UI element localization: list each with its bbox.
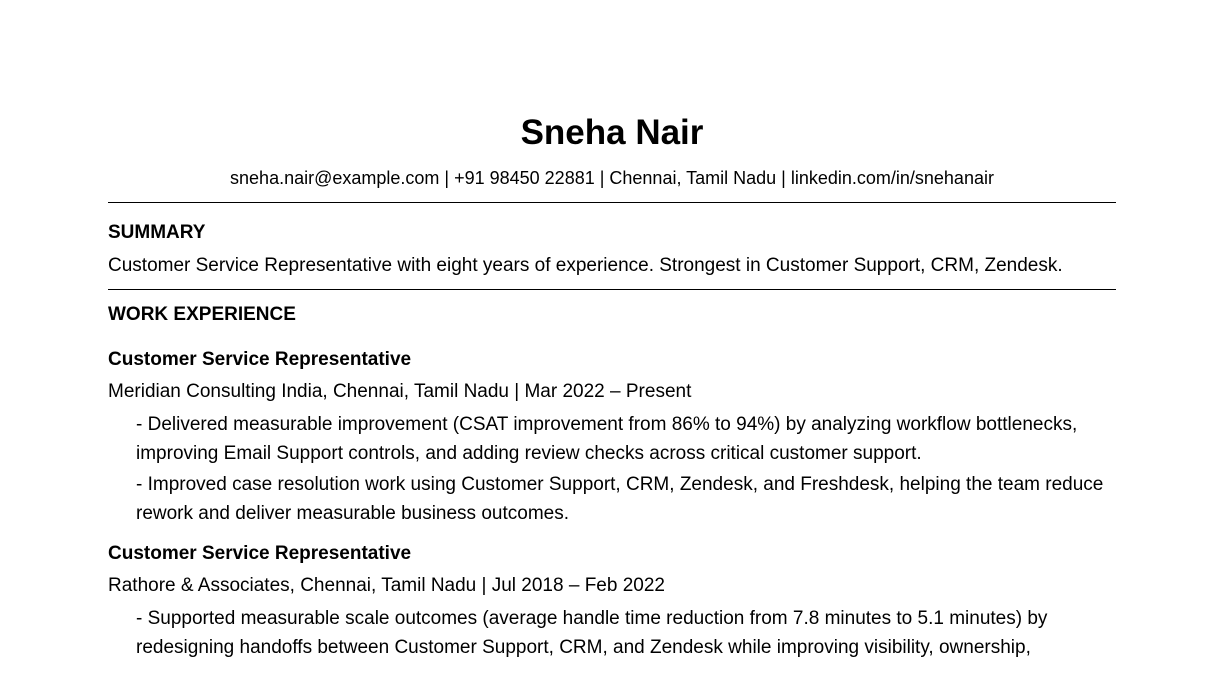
summary-heading: SUMMARY <box>108 222 206 243</box>
work-experience-heading: WORK EXPERIENCE <box>108 304 296 325</box>
job-bullets <box>136 604 1111 662</box>
section-divider <box>108 289 1116 290</box>
resume-content <box>108 110 1116 664</box>
section-divider <box>108 202 1116 203</box>
job-bullet: - Delivered measurable improvement (CSAT improvement from 86% to 94%) by analyzing workflow bottlenecks, improving Email Support controls, and adding review checks across critical customer support. <box>136 414 1078 464</box>
job-entry <box>108 348 1116 528</box>
job-entry <box>108 542 1116 662</box>
job-meta: Rathore & Associates, Chennai, Tamil Nadu | Jul 2018 – Feb 2022 <box>108 575 665 596</box>
job-bullet: - Improved case resolution work using Customer Support, CRM, Zendesk, and Freshdesk, helping the team reduce rework and deliver measurable business outcomes. <box>136 474 1104 524</box>
job-meta: Meridian Consulting India, Chennai, Tamil Nadu | Mar 2022 – Present <box>108 381 692 402</box>
job-title: Customer Service Representative <box>108 349 412 370</box>
candidate-name: Sneha Nair <box>520 113 704 152</box>
job-title: Customer Service Representative <box>108 543 412 564</box>
job-bullet: - Supported measurable scale outcomes (average handle time reduction from 7.8 minutes to 5.1 minutes) by redesigning handoffs between Customer Support, CRM, and Zendesk while improving visibility, ownership, <box>136 608 1048 658</box>
contact-line: sneha.nair@example.com | +91 98450 22881 | Chennai, Tamil Nadu | linkedin.com/in/snehanair <box>230 168 994 188</box>
summary-text: Customer Service Representative with eight years of experience. Strongest in Customer Support, CRM, Zendesk. <box>108 255 1063 276</box>
job-bullets <box>136 410 1111 528</box>
